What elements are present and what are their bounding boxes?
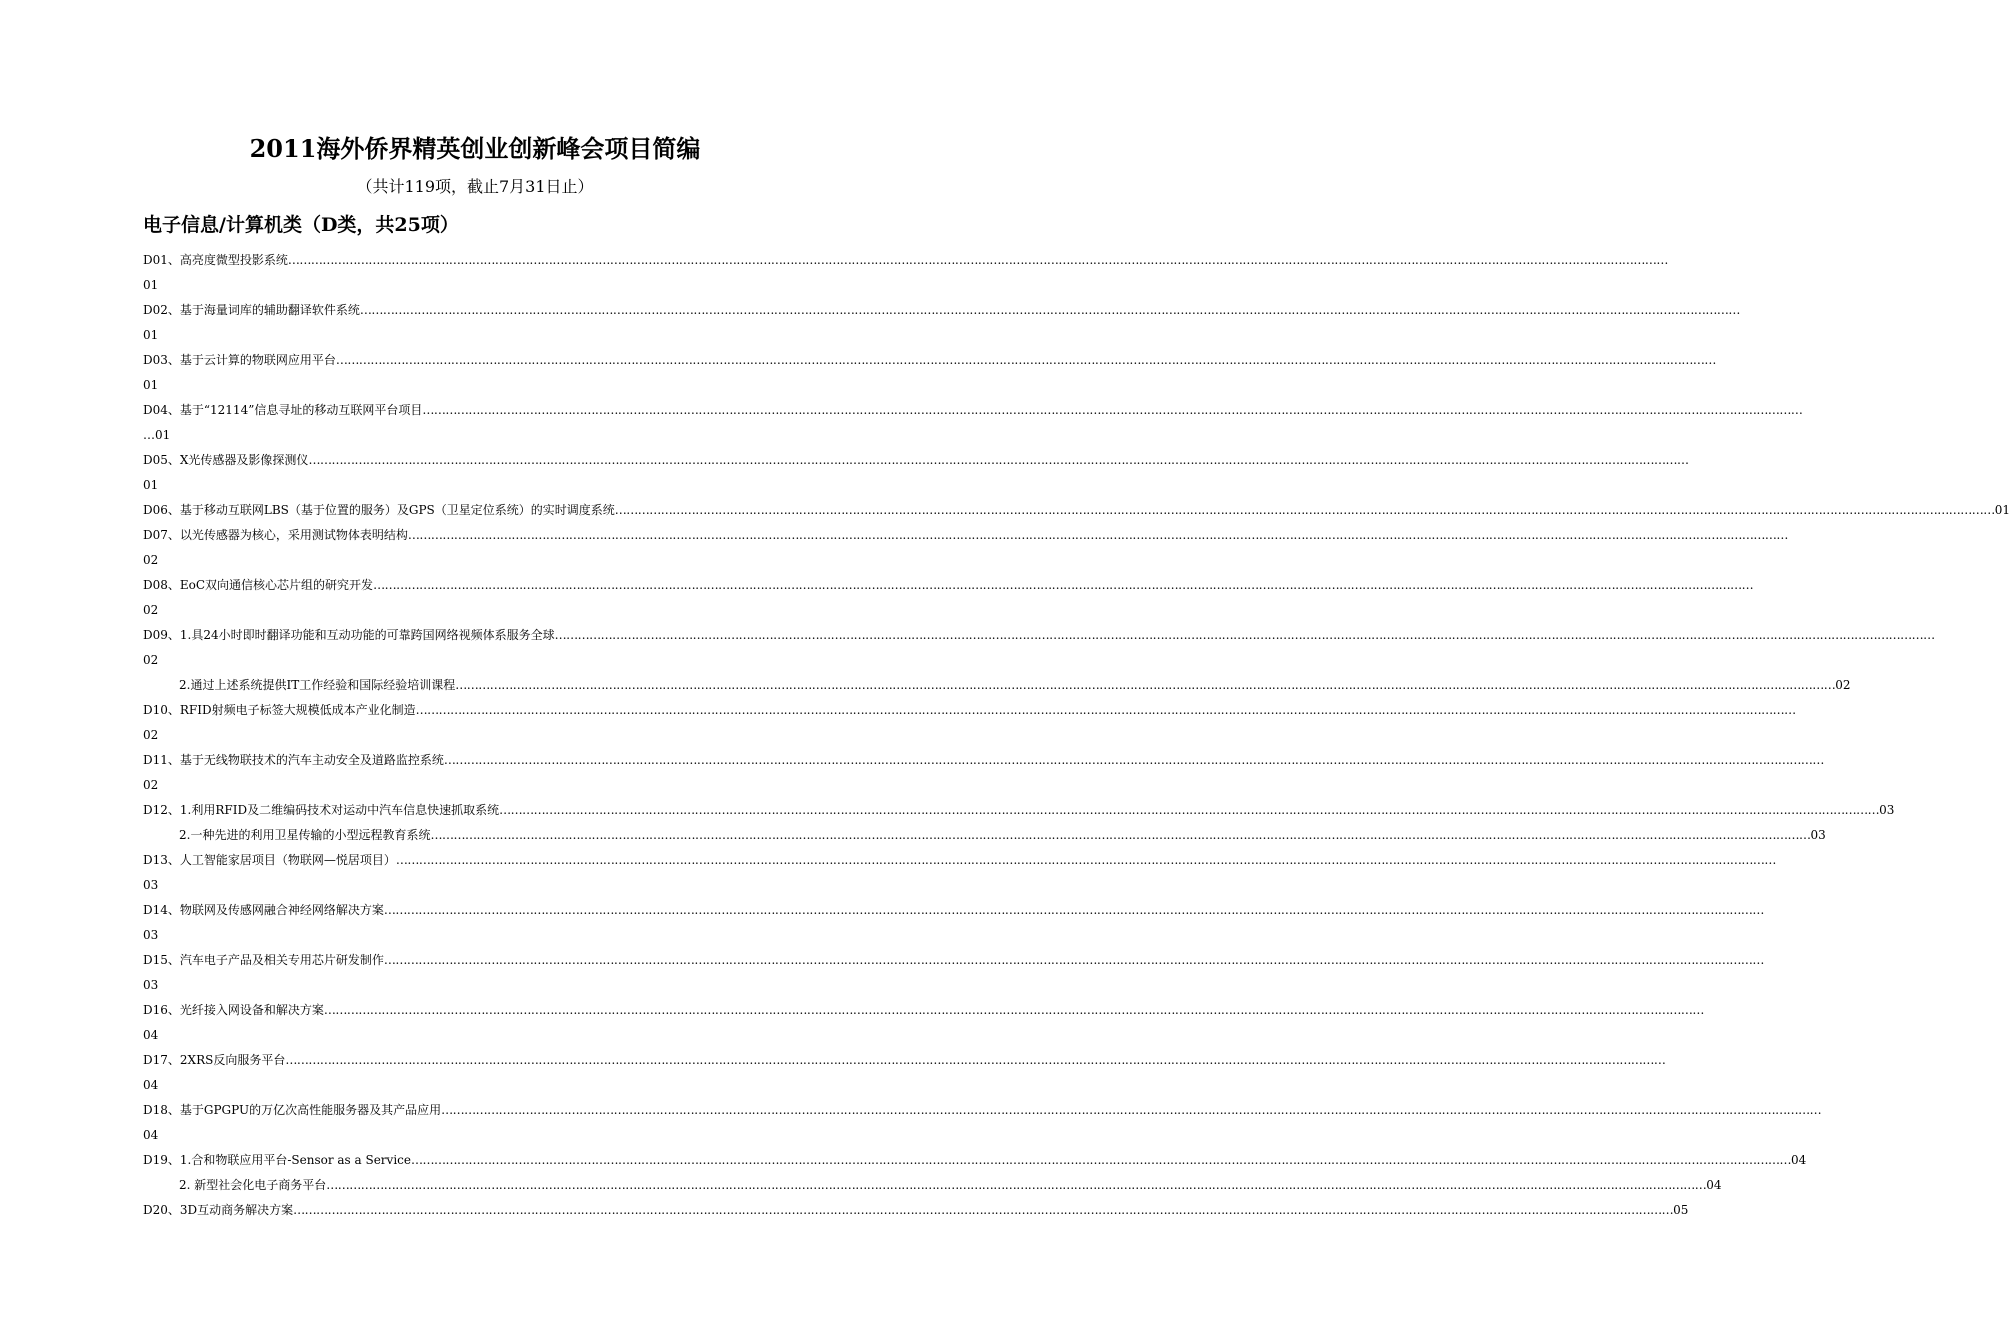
toc-page-number: 05: [1673, 1203, 1689, 1217]
toc-page-number: 02: [143, 603, 159, 617]
dot-leader: ………………………………………………………………………………………………………………………………………………………………………………………………………………………………………………………………………………………………………………………………: [359, 303, 1740, 317]
toc-entry: [143, 1148, 1807, 1173]
toc-entry: [143, 748, 1824, 773]
toc-entry: [143, 1198, 1689, 1223]
dot-leader: ………………………………………………………………………………………………………………………………………………………………………………………………………………………………………………………………………………………………………………………………: [293, 1203, 1674, 1217]
toc-entry: [143, 698, 1796, 723]
toc-entry: [143, 248, 1668, 273]
toc-entry: [143, 898, 1764, 923]
toc-page-number: 04: [1790, 1153, 1807, 1167]
dot-leader: ………………………………………………………………………………………………………………………………………………………………………………………………………………………………………………………………………………………………………………………………: [287, 253, 1668, 267]
toc-entry-title: 2.一种先进的利用卫星传输的小型远程教育系统: [179, 828, 431, 842]
toc-page-number: 01: [143, 278, 159, 292]
toc-page-number: 03: [143, 928, 159, 942]
toc-page-number: 01: [143, 378, 159, 392]
toc-entry-title: D10、RFID射频电子标签大规模低成本产业化制造: [143, 703, 416, 717]
document-title: 2011海外侨界精英创业创新峰会项目简编: [249, 134, 701, 163]
toc-entry-title: D18、基于GPGPU的万亿次高性能服务器及其产品应用: [143, 1103, 442, 1117]
toc-entry: [143, 448, 1689, 473]
toc-entry-title: D02、基于海量词库的辅助翻译软件系统: [143, 303, 360, 317]
dot-leader: ………………………………………………………………………………………………………………………………………………………………………………………………………………………………………………………………………………………………………………………………: [326, 1178, 1707, 1192]
toc-page-number: 01: [1994, 503, 2010, 517]
toc-entry-title: D04、基于“12114”信息寻址的移动互联网平台项目: [143, 403, 423, 417]
toc-entry-title: D14、物联网及传感网融合神经网络解决方案: [143, 903, 384, 917]
toc-entry-title: D16、光纤接入网设备和解决方案: [143, 1003, 324, 1017]
toc-entry-title: D17、2XRS反向服务平台: [143, 1053, 286, 1067]
toc-entry: [143, 823, 1826, 848]
table-of-contents: [143, 248, 2010, 1223]
toc-page-number: 01: [143, 328, 159, 342]
toc-entry: [143, 1173, 1722, 1198]
dot-leader: ………………………………………………………………………………………………………………………………………………………………………………………………………………………………………………………………………………………………………………………………: [441, 1103, 1822, 1117]
dot-leader: ………………………………………………………………………………………………………………………………………………………………………………………………………………………………………………………………………………………………………………………………: [373, 578, 1754, 592]
toc-entry-title: D11、基于无线物联技术的汽车主动安全及道路监控系统: [143, 753, 444, 767]
dot-leader: ………………………………………………………………………………………………………………………………………………………………………………………………………………………………………………………………………………………………………………………………: [415, 703, 1796, 717]
toc-entry: [143, 573, 1754, 598]
toc-page-number: 02: [1835, 678, 1851, 692]
toc-entry: [143, 1048, 1666, 1073]
section-heading: 电子信息/计算机类（D类，共25项）: [143, 214, 459, 236]
dot-leader: ………………………………………………………………………………………………………………………………………………………………………………………………………………………………………………………………………………………………………………………………: [323, 1003, 1704, 1017]
dot-leader: ………………………………………………………………………………………………………………………………………………………………………………………………………………………………………………………………………………………………………………………………: [395, 853, 1776, 867]
toc-entry-title: D19、1.合和物联应用平台-Sensor as a Service: [143, 1153, 411, 1167]
dot-leader: ………………………………………………………………………………………………………………………………………………………………………………………………………………………………………………………………………………………………………………………………: [383, 953, 1764, 967]
toc-entry: [143, 1098, 1822, 1123]
toc-entry-title: D01、高亮度微型投影系统: [143, 253, 288, 267]
toc-entry: [143, 848, 1776, 873]
toc-page-number: 04: [143, 1128, 159, 1142]
dot-leader: ………………………………………………………………………………………………………………………………………………………………………………………………………………………………………………………………………………………………………………………………: [407, 528, 1788, 542]
document-subtitle: （共计119项，截止7月31日止）: [356, 177, 594, 196]
toc-entry: [143, 498, 2010, 523]
toc-page-number: 03: [1810, 828, 1826, 842]
toc-page-number: 02: [143, 778, 159, 792]
toc-page-number: 03: [1879, 803, 1895, 817]
toc-page-number: …01: [143, 428, 171, 442]
dot-leader: ………………………………………………………………………………………………………………………………………………………………………………………………………………………………………………………………………………………………………………………………: [335, 353, 1716, 367]
toc-entry-title: 2. 新型社会化电子商务平台: [179, 1178, 327, 1192]
dot-leader: ………………………………………………………………………………………………………………………………………………………………………………………………………………………………………………………………………………………………………………………………: [285, 1053, 1666, 1067]
toc-entry-title: D05、X光传感器及影像探测仪: [143, 453, 309, 467]
toc-page-number: 02: [143, 653, 159, 667]
toc-entry-title: D07、以光传感器为核心，采用测试物体表明结构: [143, 528, 408, 542]
dot-leader: ………………………………………………………………………………………………………………………………………………………………………………………………………………………………………………………………………………………………………………………………: [443, 753, 1824, 767]
toc-entry: [143, 673, 1851, 698]
toc-entry-title: D06、基于移动互联网LBS（基于位置的服务）及GPS（卫星定位系统）的实时调度系统: [143, 503, 615, 517]
toc-entry-title: D15、汽车电子产品及相关专用芯片研发制作: [143, 953, 384, 967]
toc-page-number: 01: [143, 478, 159, 492]
toc-entry-title: D03、基于云计算的物联网应用平台: [143, 353, 336, 367]
dot-leader: ………………………………………………………………………………………………………………………………………………………………………………………………………………………………………………………………………………………………………………………………: [554, 628, 1935, 642]
toc-entry: [143, 348, 1716, 373]
toc-entry: [143, 798, 1895, 823]
toc-entry: [143, 523, 1788, 548]
toc-entry-title: D20、3D互动商务解决方案: [143, 1203, 294, 1217]
dot-leader: ………………………………………………………………………………………………………………………………………………………………………………………………………………………………………………………………………………………………………………………………: [499, 803, 1880, 817]
toc-entry-title: D08、EoC双向通信核心芯片组的研究开发: [143, 578, 374, 592]
toc-entry: [143, 998, 1704, 1023]
toc-entry-title: D12、1.利用RFID及二维编码技术对运动中汽车信息快速抓取系统: [143, 803, 500, 817]
dot-leader: ………………………………………………………………………………………………………………………………………………………………………………………………………………………………………………………………………………………………………………………………: [430, 828, 1811, 842]
toc-entry: [143, 623, 1935, 648]
toc-page-number: 02: [143, 728, 159, 742]
dot-leader: ………………………………………………………………………………………………………………………………………………………………………………………………………………………………………………………………………………………………………………………………: [383, 903, 1764, 917]
dot-leader: ………………………………………………………………………………………………………………………………………………………………………………………………………………………………………………………………………………………………………………………………: [422, 403, 1803, 417]
toc-page-number: 03: [143, 978, 159, 992]
toc-page-number: 04: [143, 1028, 159, 1042]
toc-entry: [143, 948, 1764, 973]
dot-leader: ………………………………………………………………………………………………………………………………………………………………………………………………………………………………………………………………………………………………………………………………: [410, 1153, 1791, 1167]
toc-entry-title: 2.通过上述系统提供IT工作经验和国际经验培训课程: [179, 678, 456, 692]
toc-entry-title: D09、1.具24小时即时翻译功能和互动功能的可靠跨国网络视频体系服务全球: [143, 628, 555, 642]
toc-entry: [143, 398, 1803, 423]
toc-page-number: 04: [1706, 1178, 1722, 1192]
dot-leader: ………………………………………………………………………………………………………………………………………………………………………………………………………………………………………………………………………………………………………………………………: [455, 678, 1836, 692]
toc-entry-title: D13、人工智能家居项目（物联网—悦居项目）: [143, 853, 396, 867]
toc-page-number: 04: [143, 1078, 159, 1092]
toc-page-number: 03: [143, 878, 159, 892]
toc-entry: [143, 298, 1740, 323]
dot-leader: ………………………………………………………………………………………………………………………………………………………………………………………………………………………………………………………………………………………………………………………………: [308, 453, 1689, 467]
toc-page-number: 02: [143, 553, 159, 567]
dot-leader: ………………………………………………………………………………………………………………………………………………………………………………………………………………………………………………………………………………………………………………………………: [614, 503, 1995, 517]
